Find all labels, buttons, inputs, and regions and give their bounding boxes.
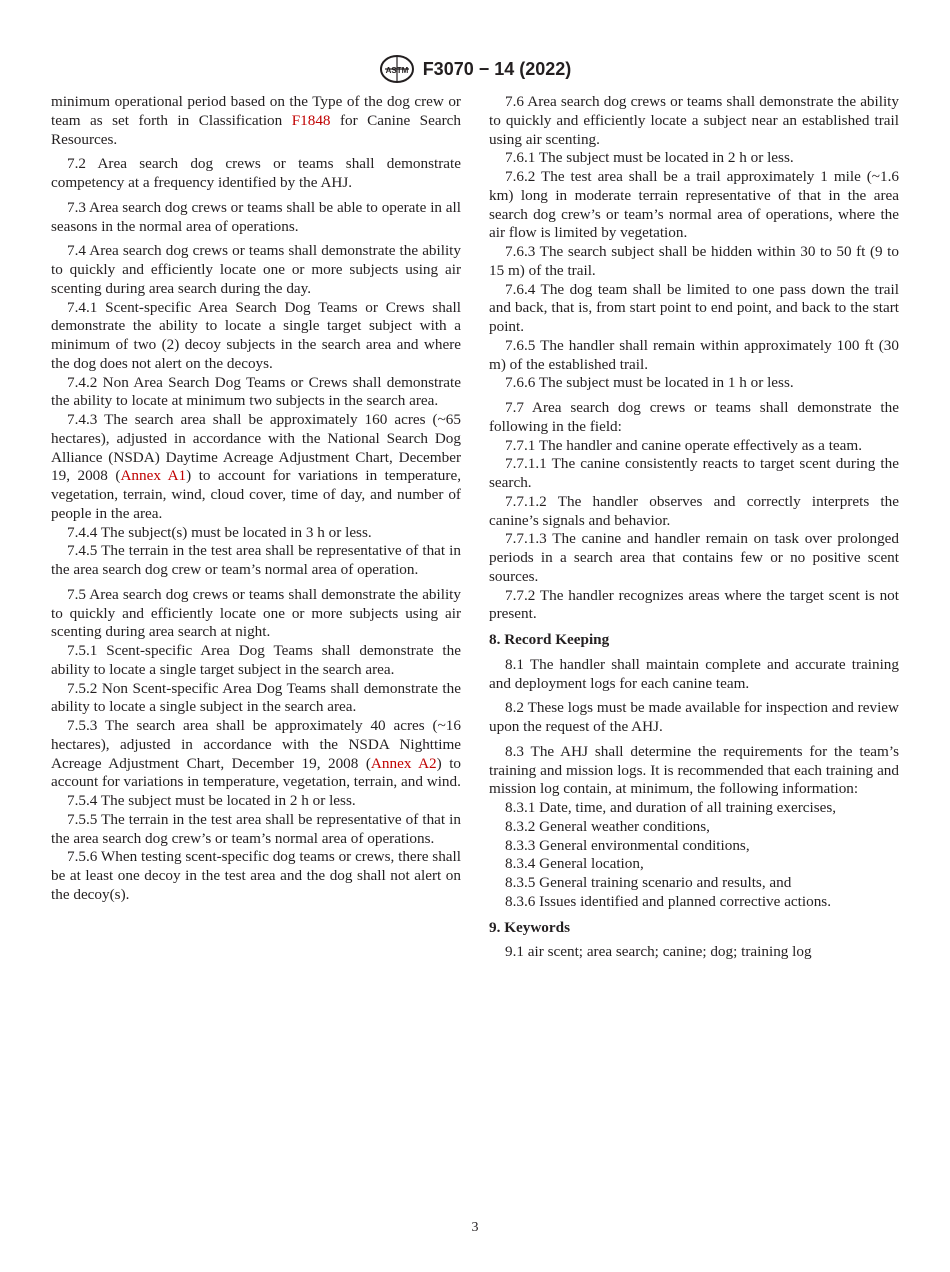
paragraph-8-1: 8.1 The handler shall maintain complete and accurate training and deployment logs for each canine team. — [489, 655, 899, 692]
paragraph-7-5-2: 7.5.2 Non Scent-specific Area Dog Teams shall demonstrate the ability to locate a single subject in the search area. — [51, 679, 461, 716]
paragraph-8-3-2: 8.3.2 General weather conditions, — [505, 817, 710, 835]
paragraph-7-4-4: 7.4.4 The subject(s) must be located in 3 h or less. — [67, 523, 372, 541]
paragraph-8-3: 8.3 The AHJ shall determine the requirements for the team’s training and mission logs. It is recommended that each training and mission log contain, at minimum, the following information: — [489, 742, 899, 798]
paragraph-7-2: 7.2 Area search dog crews or teams shall demonstrate competency at a frequency identified by the AHJ. — [51, 155, 461, 191]
paragraph-8-3-6: 8.3.6 Issues identified and planned corrective actions. — [505, 892, 832, 910]
paragraph-7-7-1: 7.7.1 The handler and canine operate effectively as a team. — [505, 436, 863, 454]
paragraph-7-7: 7.7 Area search dog crews or teams shall demonstrate the following in the field: — [489, 399, 899, 435]
paragraph-7-4: 7.4 Area search dog crews or teams shall demonstrate the ability to quickly and efficiently locate one or more subjects using air scenting during area search during the day. — [51, 242, 461, 297]
paragraph-7-6-2: 7.6.2 The test area shall be a trail approximately 1 mile (~1.6 km) long in moderate terrain representative of that in the area search dog crew’s or team’s normal area of operations, where the air flow is limited by vegetation. — [489, 168, 899, 242]
paragraph-7-5-6: 7.5.6 When testing scent-specific dog teams or crews, there shall be at least one decoy in the test area and the dog shall not alert on the decoy(s). — [51, 848, 461, 903]
paragraph-7-5-3: 7.5.3 The search area shall be approximately 40 acres (~16 hectares), adjusted in accordance with the NSDA Nighttime Acreage Adjustment Chart, December 19, 2008 (Annex A2) to account for variations in temperature, vegetation, terrain, and wind. — [51, 717, 462, 791]
paragraph-7-7-1-3: 7.7.1.3 The canine and handler remain on task over prolonged periods in a search area that contains few or no positive scent sources. — [489, 530, 899, 585]
paragraph-8-3-4: 8.3.4 General location, — [505, 855, 644, 873]
paragraph-7-5-5: 7.5.5 The terrain in the test area shall be representative of that in the area search dog crew’s or team’s normal area of operations. — [51, 810, 461, 847]
page-header — [0, 54, 950, 89]
paragraph-7-4-3: 7.4.3 The search area shall be approximately 160 acres (~65 hectares), adjusted in accordance with the National Search Dog Alliance (NSDA) Daytime Acreage Adjustment Chart, December 19, 2008 (Annex A1) to account for variations in temperature, vegetation, terrain, wind, cloud cover, time of day, and number of people in the area. — [51, 411, 461, 522]
svg-text:ASTM: ASTM — [385, 66, 409, 75]
paragraph-7-6-6: 7.6.6 The subject must be located in 1 h or less. — [505, 374, 794, 392]
paragraph-7-6-5: 7.6.5 The handler shall remain within approximately 100 ft (30 m) of the established trail. — [489, 336, 899, 373]
paragraph-7-4-2: 7.4.2 Non Area Search Dog Teams or Crews shall demonstrate the ability to locate at minimum two subjects in the search area. — [51, 373, 461, 410]
paragraph-continuation: minimum operational period based on the Type of the dog crew or team as set forth in Classification F1848 for Canine Search Resources. — [51, 93, 461, 148]
paragraph-9-1: 9.1 air scent; area search; canine; dog; training log — [505, 943, 812, 961]
paragraph-7-7-2: 7.7.2 The handler recognizes areas where the target scent is not present. — [489, 586, 899, 623]
page-number: 3 — [471, 1220, 479, 1235]
paragraph-7-4-5: 7.4.5 The terrain in the test area shall be representative of that in the area search dog crew or team’s normal area of operation. — [51, 542, 461, 578]
left-column — [51, 93, 461, 905]
paragraph-7-4-1: 7.4.1 Scent-specific Area Search Dog Teams or Crews shall demonstrate the ability to locate a single target subject with a minimum of two (2) decoy subjects in the search area and where the dog does not alert on the decoys. — [51, 298, 461, 372]
annex-a1-link[interactable]: Annex A1 — [120, 467, 187, 485]
paragraph-7-7-1-1: 7.7.1.1 The canine consistently reacts to target scent during the search. — [489, 455, 899, 491]
annex-a2-link[interactable]: Annex A2 — [370, 754, 437, 772]
paragraph-7-3: 7.3 Area search dog crews or teams shall be able to operate in all seasons in the normal area of operations. — [51, 198, 461, 235]
f1848-link[interactable]: F1848 — [291, 111, 331, 129]
paragraph-7-6-3: 7.6.3 The search subject shall be hidden within 30 to 50 ft (9 to 15 m) of the trail. — [489, 243, 899, 279]
paragraph-7-5: 7.5 Area search dog crews or teams shall demonstrate the ability to quickly and efficiently locate one or more subjects using air scenting during area search at night. — [51, 585, 461, 641]
section-heading-record-keeping: 8. Record Keeping — [489, 631, 610, 648]
paragraph-7-5-1: 7.5.1 Scent-specific Area Dog Teams shall demonstrate the ability to locate a single target subject in the search area. — [51, 642, 461, 678]
section-heading-keywords: 9. Keywords — [489, 918, 570, 936]
paragraph-7-6: 7.6 Area search dog crews or teams shall demonstrate the ability to quickly and efficiently locate a subject near an established trail using air scenting. — [489, 93, 899, 148]
astm-logo-icon — [379, 54, 415, 84]
document-designation: F3070 − 14 (2022) — [422, 58, 572, 79]
paragraph-8-2: 8.2 These logs must be made available for inspection and review upon the request of the AHJ. — [489, 699, 899, 735]
paragraph-8-3-5: 8.3.5 General training scenario and results, and — [505, 874, 792, 891]
paragraph-7-6-1: 7.6.1 The subject must be located in 2 h or less. — [505, 149, 794, 167]
paragraph-7-7-1-2: 7.7.1.2 The handler observes and correctly interprets the canine’s signals and behavior. — [489, 492, 899, 529]
right-column — [489, 93, 899, 962]
paragraph-7-5-4: 7.5.4 The subject must be located in 2 h or less. — [67, 792, 356, 809]
paragraph-7-6-4: 7.6.4 The dog team shall be limited to one pass down the trail and back, that is, from start point to end point, and back to the start point. — [489, 280, 899, 335]
paragraph-8-3-1: 8.3.1 Date, time, and duration of all training exercises, — [505, 799, 837, 816]
paragraph-8-3-3: 8.3.3 General environmental conditions, — [505, 836, 750, 854]
